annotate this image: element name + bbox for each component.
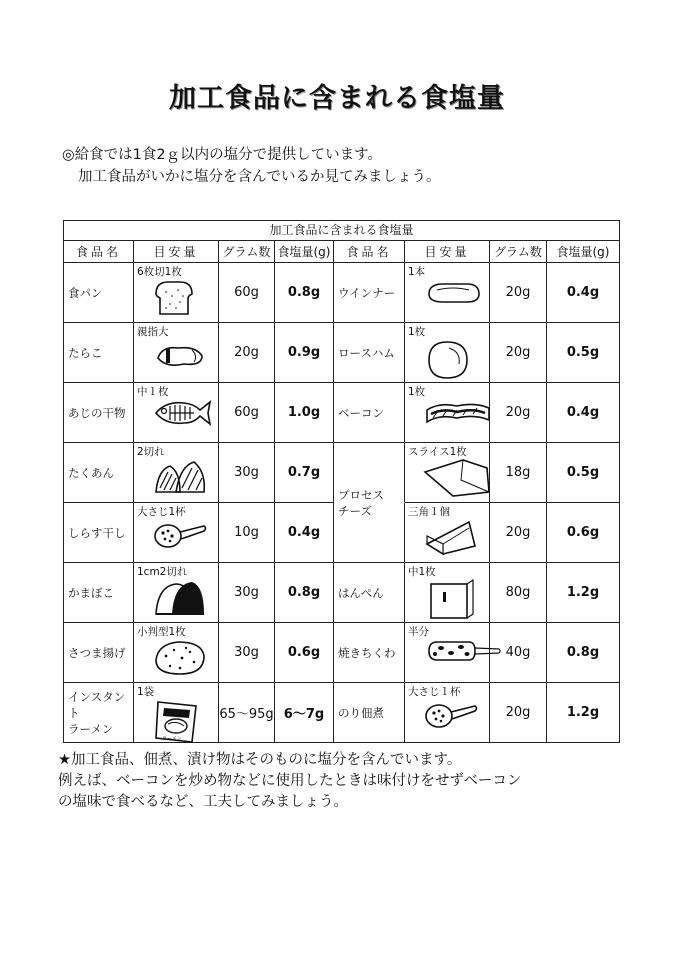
measure-label: 親指大: [137, 326, 169, 338]
measure-cell: [134, 443, 219, 502]
salt-value: 6～7g: [275, 683, 334, 742]
grams-value: 65～95g: [219, 683, 275, 742]
table-row: [64, 683, 619, 742]
measure-cell: [405, 563, 490, 622]
food-name: インスタント ラーメン: [64, 683, 134, 742]
table-row: [64, 263, 619, 323]
measure-label: 三角１個: [408, 506, 450, 518]
measure-label: 1cm2切れ: [137, 566, 188, 578]
note-line-1: ★加工食品、佃煮、漬け物はそのものに塩分を含んでいます。: [58, 752, 462, 768]
salt-value: 0.6g: [275, 623, 334, 682]
measure-cell: [134, 623, 219, 682]
grams-value: 80g: [490, 563, 547, 622]
header-food-name: 食品名: [64, 241, 134, 262]
measure-cell: [134, 563, 219, 622]
table-row: [64, 563, 619, 623]
table-row: [64, 323, 619, 383]
food-name: ウインナー: [334, 263, 405, 322]
food-name: 焼きちくわ: [334, 623, 405, 682]
salt-table: [63, 220, 620, 743]
measure-cell: [405, 443, 490, 502]
measure-cell: [405, 683, 490, 742]
salt-value: 1.0g: [275, 383, 334, 442]
header-measure: 目安量: [134, 241, 219, 262]
header-grams: グラム数: [490, 241, 547, 262]
food-name: しらす干し: [64, 503, 134, 562]
food-name: かまぼこ: [64, 563, 134, 622]
table-header-row: [64, 241, 619, 263]
note-line-3: の塩味で食べるなど、工夫してみましょう。: [58, 794, 348, 810]
measure-label: 1枚: [408, 386, 426, 398]
measure-cell: [405, 323, 490, 382]
grams-value: 30g: [219, 563, 275, 622]
header-measure: 目安量: [405, 241, 490, 262]
table-caption: 加工食品に含まれる食塩量: [64, 221, 619, 241]
measure-label: 小判型1枚: [137, 626, 186, 638]
measure-cell: [134, 683, 219, 742]
food-name: たくあん: [64, 443, 134, 502]
grams-value: 60g: [219, 383, 275, 442]
salt-value: 0.8g: [566, 645, 600, 660]
table-body: [64, 263, 619, 742]
measure-cell: [134, 503, 219, 562]
measure-label: 1本: [408, 266, 426, 278]
intro-line-1: ◎給食では1食2ｇ以内の塩分で提供しています。: [62, 147, 382, 163]
salt-value: 0.5g: [566, 465, 600, 480]
measure-label: 大さじ1杯: [137, 506, 186, 518]
salt-value: 0.4g: [275, 503, 334, 562]
food-name: はんぺん: [334, 563, 405, 622]
header-salt: 食塩量(g): [275, 241, 334, 262]
measure-cell: [405, 263, 490, 322]
intro-text: [62, 144, 441, 188]
salt-value: 0.5g: [566, 345, 600, 360]
measure-label: スライス1枚: [408, 446, 467, 458]
page-title: 加工食品に含まれる食塩量: [169, 83, 505, 114]
grams-value: 40g: [490, 623, 547, 682]
measure-cell: [134, 383, 219, 442]
header-grams: グラム数: [219, 241, 275, 262]
measure-label: 1枚: [408, 326, 426, 338]
measure-cell: [134, 263, 219, 322]
food-name: ベーコン: [334, 383, 405, 442]
measure-label: 中１枚: [137, 386, 169, 398]
food-name: ロースハム: [334, 323, 405, 382]
measure-label: 6枚切1枚: [137, 266, 182, 278]
grams-value: 30g: [219, 443, 275, 502]
measure-label: 中1枚: [408, 566, 436, 578]
salt-value: 1.2g: [566, 585, 600, 600]
grams-value: 10g: [219, 503, 275, 562]
food-name: たらこ: [64, 323, 134, 382]
grams-value: 20g: [490, 263, 547, 322]
table-row: [64, 383, 619, 443]
grams-value: 20g: [490, 383, 547, 442]
grams-value: 30g: [219, 623, 275, 682]
food-name: 食パン: [64, 263, 134, 322]
grams-value: 20g: [490, 323, 547, 382]
salt-value: 0.8g: [275, 563, 334, 622]
food-name: プロセス チーズ: [334, 443, 405, 503]
measure-label: 1袋: [137, 686, 155, 698]
measure-label: 大さじ１杯: [408, 686, 461, 698]
salt-value: 0.8g: [275, 263, 334, 322]
salt-value: 0.4g: [566, 405, 600, 420]
food-name: あじの干物: [64, 383, 134, 442]
header-salt: 食塩量(g): [556, 245, 610, 259]
noodle-package-text: ラーメン: [162, 736, 182, 742]
measure-cell: [405, 503, 490, 562]
food-name: さつま揚げ: [64, 623, 134, 682]
grams-value: 20g: [490, 503, 547, 562]
grams-value: 18g: [490, 443, 547, 502]
salt-value: 1.2g: [566, 705, 600, 720]
salt-value: 0.4g: [566, 285, 600, 300]
food-name: のり佃煮: [334, 683, 405, 742]
note-line-2: 例えば、ベーコンを炒め物などに使用したときは味付けをせずベーコン: [58, 773, 522, 789]
grams-value: 60g: [219, 263, 275, 322]
grams-value: 20g: [490, 683, 547, 742]
measure-cell: [405, 623, 490, 682]
footer-note: [58, 750, 521, 813]
header-food-name: 食品名: [334, 241, 405, 262]
salt-value: 0.7g: [275, 443, 334, 502]
grams-value: 20g: [219, 323, 275, 382]
measure-label: 2切れ: [137, 446, 165, 458]
intro-line-2: 加工食品がいかに塩分を含んでいるか見てみましょう。: [78, 169, 441, 185]
measure-cell: [134, 323, 219, 382]
measure-cell: [405, 383, 490, 442]
salt-value: 0.9g: [275, 323, 334, 382]
table-row: [64, 623, 619, 683]
salt-value: 0.6g: [566, 525, 600, 540]
measure-label: 半分: [408, 626, 429, 638]
